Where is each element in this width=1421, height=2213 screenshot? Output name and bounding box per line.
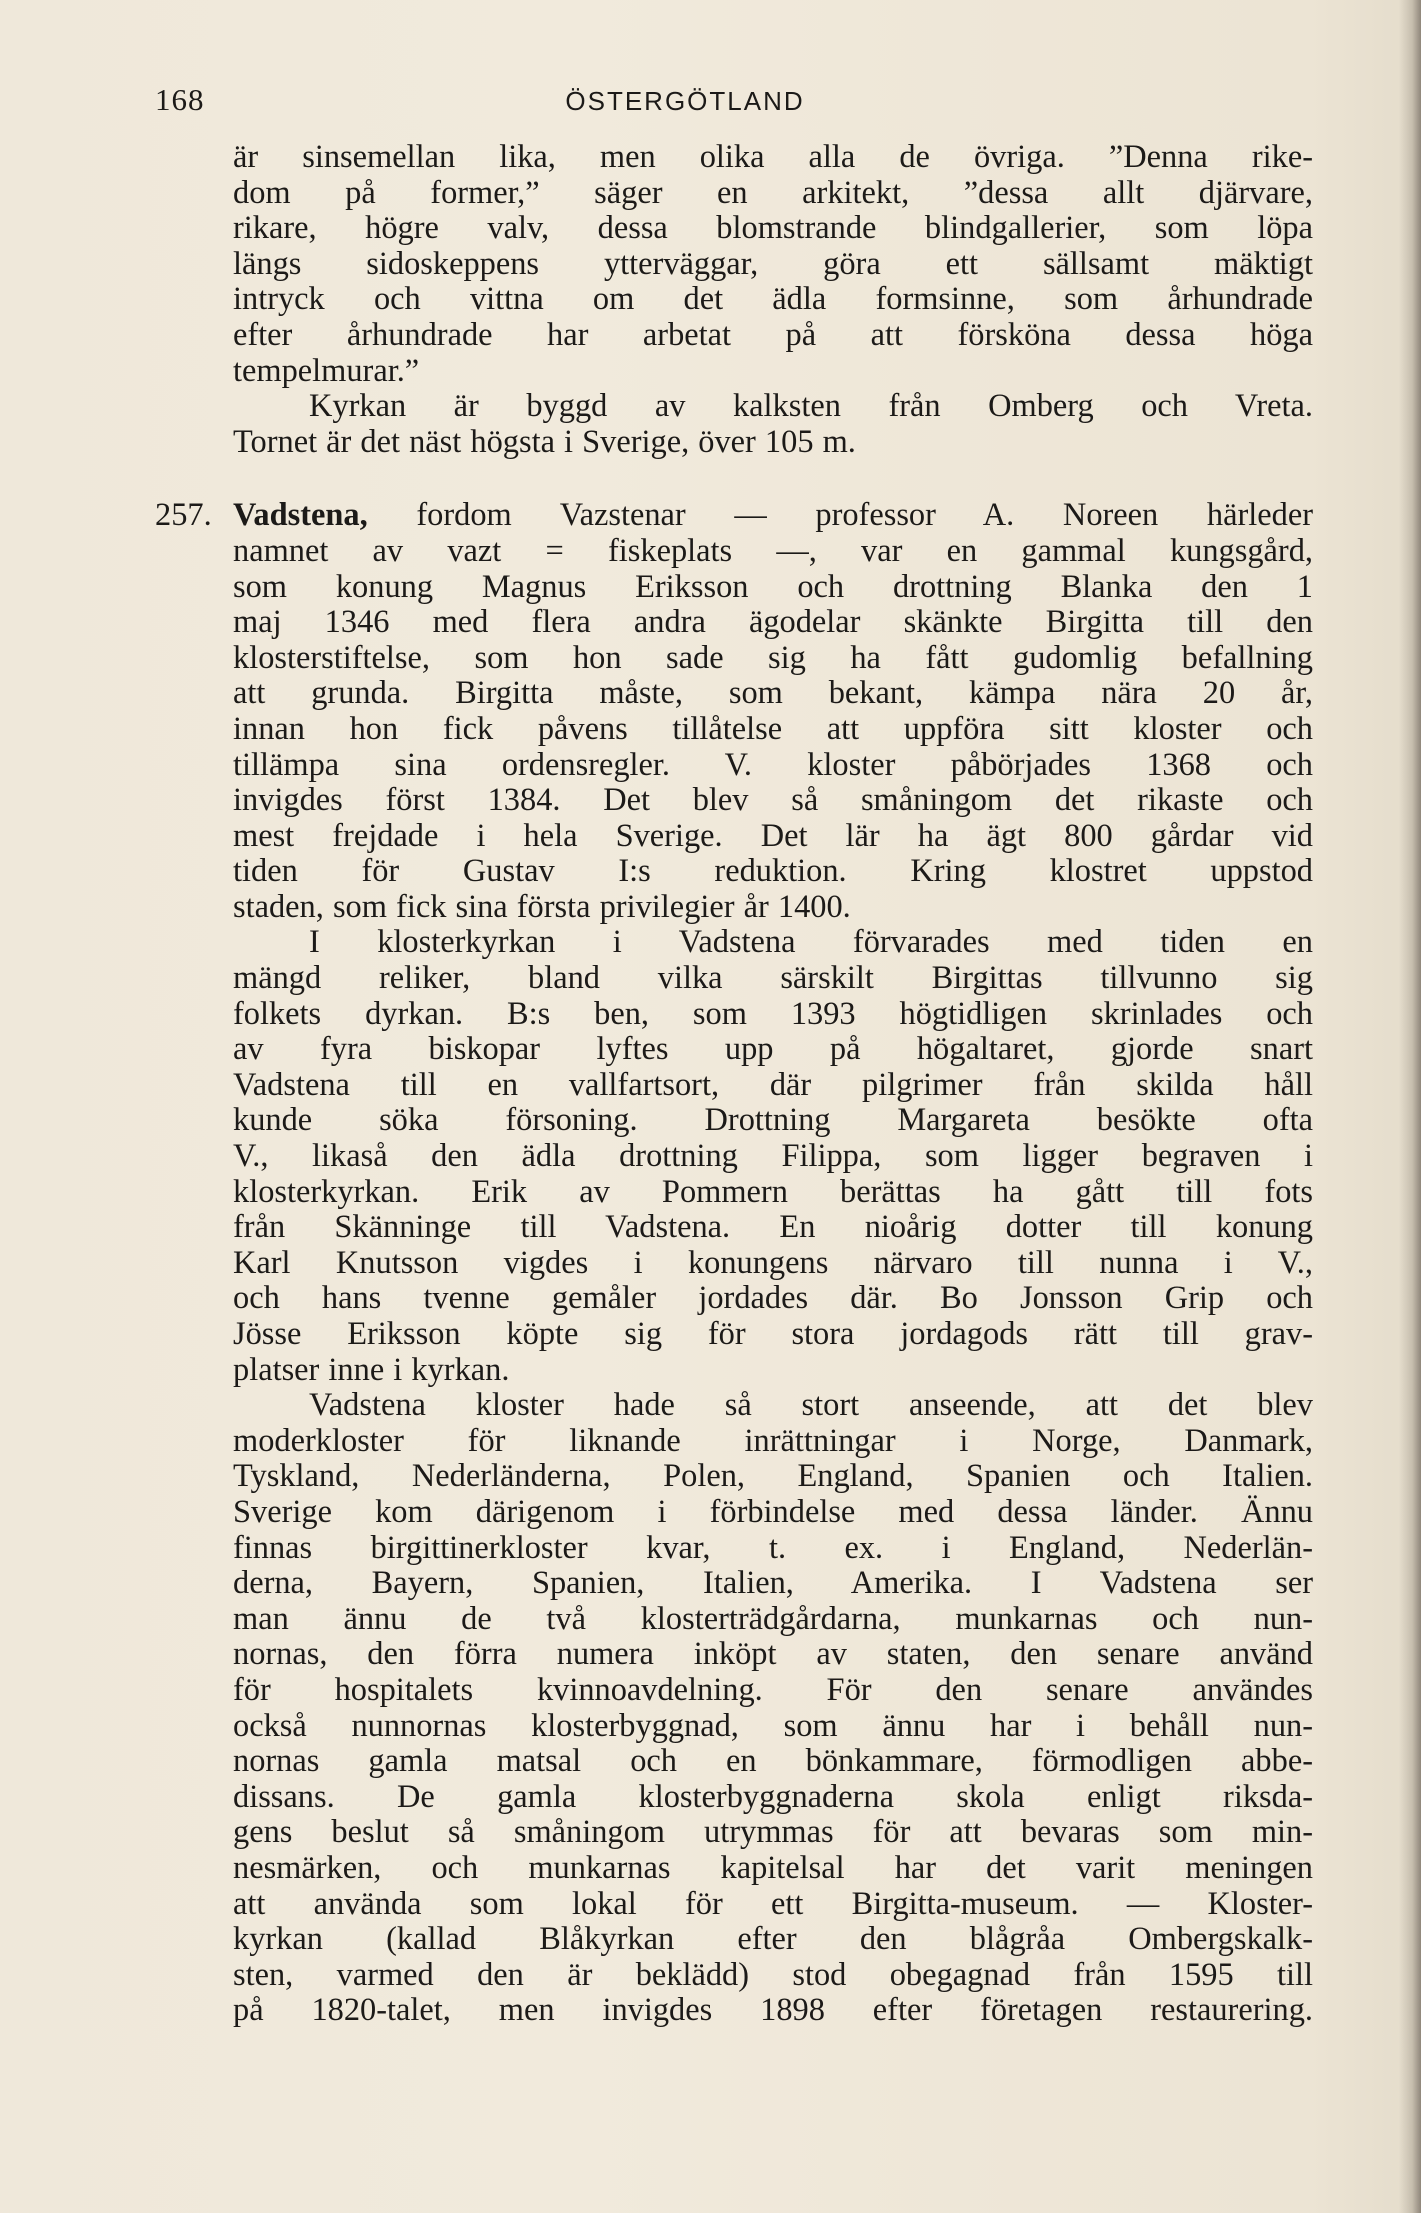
text-line: nesmärken, och munkarnas kapitelsal har det varit meningen (233, 1850, 1313, 1886)
text-line: att använda som lokal för ett Birgitta-museum. — Kloster- (233, 1886, 1313, 1922)
text-line: rikare, högre valv, dessa blomstrande blindgallerier, som löpa (233, 211, 1313, 247)
text-line: tempelmurar.” (233, 353, 420, 389)
text-line: finnas birgittinerkloster kvar, t. ex. i England, Nederlän- (233, 1530, 1313, 1566)
text-line: Vadstena kloster hade så stort anseende, att det blev (309, 1388, 1313, 1424)
text-line: invigdes först 1384. Det blev så småningom det rikaste och (233, 783, 1313, 819)
text-line: mängd reliker, bland vilka särskilt Birgittas tillvunno sig (233, 961, 1313, 997)
entry-number: 257. (155, 497, 212, 534)
text-line: nornas, den förra numera inköpt av staten, den senare använd (233, 1637, 1313, 1673)
text-line: sten, varmed den är beklädd) stod obegagnad från 1595 till (233, 1957, 1313, 1993)
text-line: derna, Bayern, Spanien, Italien, Amerika. I Vadstena ser (233, 1566, 1313, 1602)
text-line: gens beslut så småningom utrymmas för att bevaras som min- (233, 1815, 1313, 1851)
text-line: att grunda. Birgitta måste, som bekant, kämpa nära 20 år, (233, 676, 1313, 712)
text-line: Tornet är det näst högsta i Sverige, över 105 m. (233, 424, 856, 460)
text-line: moderkloster för liknande inrättningar i Norge, Danmark, (233, 1423, 1313, 1459)
text-line: namnet av vazt = fiskeplats —, var en gammal kungsgård, (233, 533, 1313, 569)
entry-head: Vadstena, (233, 498, 368, 534)
paragraph-5 (233, 1388, 1313, 2029)
entry-first-line: fordom Vazstenar — professor A. Noreen härleder (367, 498, 1313, 534)
text-line: I klosterkyrkan i Vadstena förvarades med tiden en (309, 925, 1313, 961)
text-line: Tyskland, Nederländerna, Polen, England, Spanien och Italien. (233, 1459, 1313, 1495)
text-line: Karl Knutsson vigdes i konungens närvaro till nunna i V., (233, 1245, 1313, 1281)
text-line: klosterkyrkan. Erik av Pommern berättas ha gått till fots (233, 1174, 1313, 1210)
text-line: nornas gamla matsal och en bönkammare, förmodligen abbe- (233, 1744, 1313, 1780)
paragraph-2 (233, 389, 1313, 460)
text-line: folkets dyrkan. B:s ben, som 1393 högtidligen skrinlades och (233, 996, 1313, 1032)
text-line (233, 498, 1313, 534)
text-line: kunde söka försoning. Drottning Margareta besökte ofta (233, 1103, 1313, 1139)
page-header (155, 82, 1315, 122)
text-line: Kyrkan är byggd av kalksten från Omberg och Vreta. (309, 389, 1313, 425)
text-line: tiden för Gustav I:s reduktion. Kring klostret uppstod (233, 854, 1313, 890)
text-line: också nunnornas klosterbyggnad, som ännu har i behåll nun- (233, 1708, 1313, 1744)
text-line: och hans tvenne gemåler jordades där. Bo Jonsson Grip och (233, 1281, 1313, 1317)
entry-257 (155, 497, 1313, 925)
text-line: Jösse Eriksson köpte sig för stora jordagods rätt till grav- (233, 1317, 1313, 1352)
text-line: dom på former,” säger en arkitekt, ”dessa allt djärvare, (233, 175, 1313, 211)
text-line: på 1820-talet, men invigdes 1898 efter företagen restaurering. (233, 1993, 1313, 2029)
text-line: man ännu de två klosterträdgårdarna, munkarnas och nun- (233, 1601, 1313, 1637)
running-title: ÖSTERGÖTLAND (565, 86, 805, 116)
text-line: innan hon fick påvens tillåtelse att uppföra sitt kloster och (233, 711, 1313, 747)
text-line: Vadstena till en vallfartsort, där pilgrimer från skilda håll (233, 1067, 1313, 1103)
text-line: som konung Magnus Eriksson och drottning Blanka den 1 (233, 569, 1313, 605)
text-line: av fyra biskopar lyftes upp på högaltaret, gjorde snart (233, 1032, 1313, 1068)
text-line: intryck och vittna om det ädla formsinne, som århundrade (233, 282, 1313, 318)
text-line: är sinsemellan lika, men olika alla de övriga. ”Denna rike- (233, 140, 1313, 175)
section-gap (233, 460, 1313, 498)
body-text (155, 140, 1313, 2029)
paragraph-1 (233, 140, 1313, 389)
text-line: för hospitalets kvinnoavdelning. För den senare användes (233, 1672, 1313, 1708)
text-line: efter århundrade har arbetat på att försköna dessa höga (233, 317, 1313, 353)
text-line: V., likaså den ädla drottning Filippa, som ligger begraven i (233, 1139, 1313, 1175)
text-line: från Skänninge till Vadstena. En nioårig dotter till konung (233, 1210, 1313, 1246)
text-line: kyrkan (kallad Blåkyrkan efter den blågråa Ombergskalk- (233, 1922, 1313, 1958)
text-line: staden, som fick sina första privilegier år 1400. (233, 889, 851, 925)
text-line: längs sidoskeppens ytterväggar, göra ett sällsamt mäktigt (233, 246, 1313, 282)
text-line: klosterstiftelse, som hon sade sig ha fått gudomlig befallning (233, 640, 1313, 676)
paragraph-4 (233, 925, 1313, 1388)
page-edge-shadow (1399, 0, 1421, 2213)
text-line: mest frejdade i hela Sverige. Det lär ha ägt 800 gårdar vid (233, 818, 1313, 854)
text-line: platser inne i kyrkan. (233, 1352, 510, 1388)
text-line: maj 1346 med flera andra ägodelar skänkte Birgitta till den (233, 605, 1313, 641)
page-number: 168 (155, 82, 205, 117)
text-line: tillämpa sina ordensregler. V. kloster påbörjades 1368 och (233, 747, 1313, 783)
text-line: dissans. De gamla klosterbyggnaderna skola enligt riksda- (233, 1779, 1313, 1815)
text-line: Sverige kom därigenom i förbindelse med dessa länder. Ännu (233, 1494, 1313, 1530)
